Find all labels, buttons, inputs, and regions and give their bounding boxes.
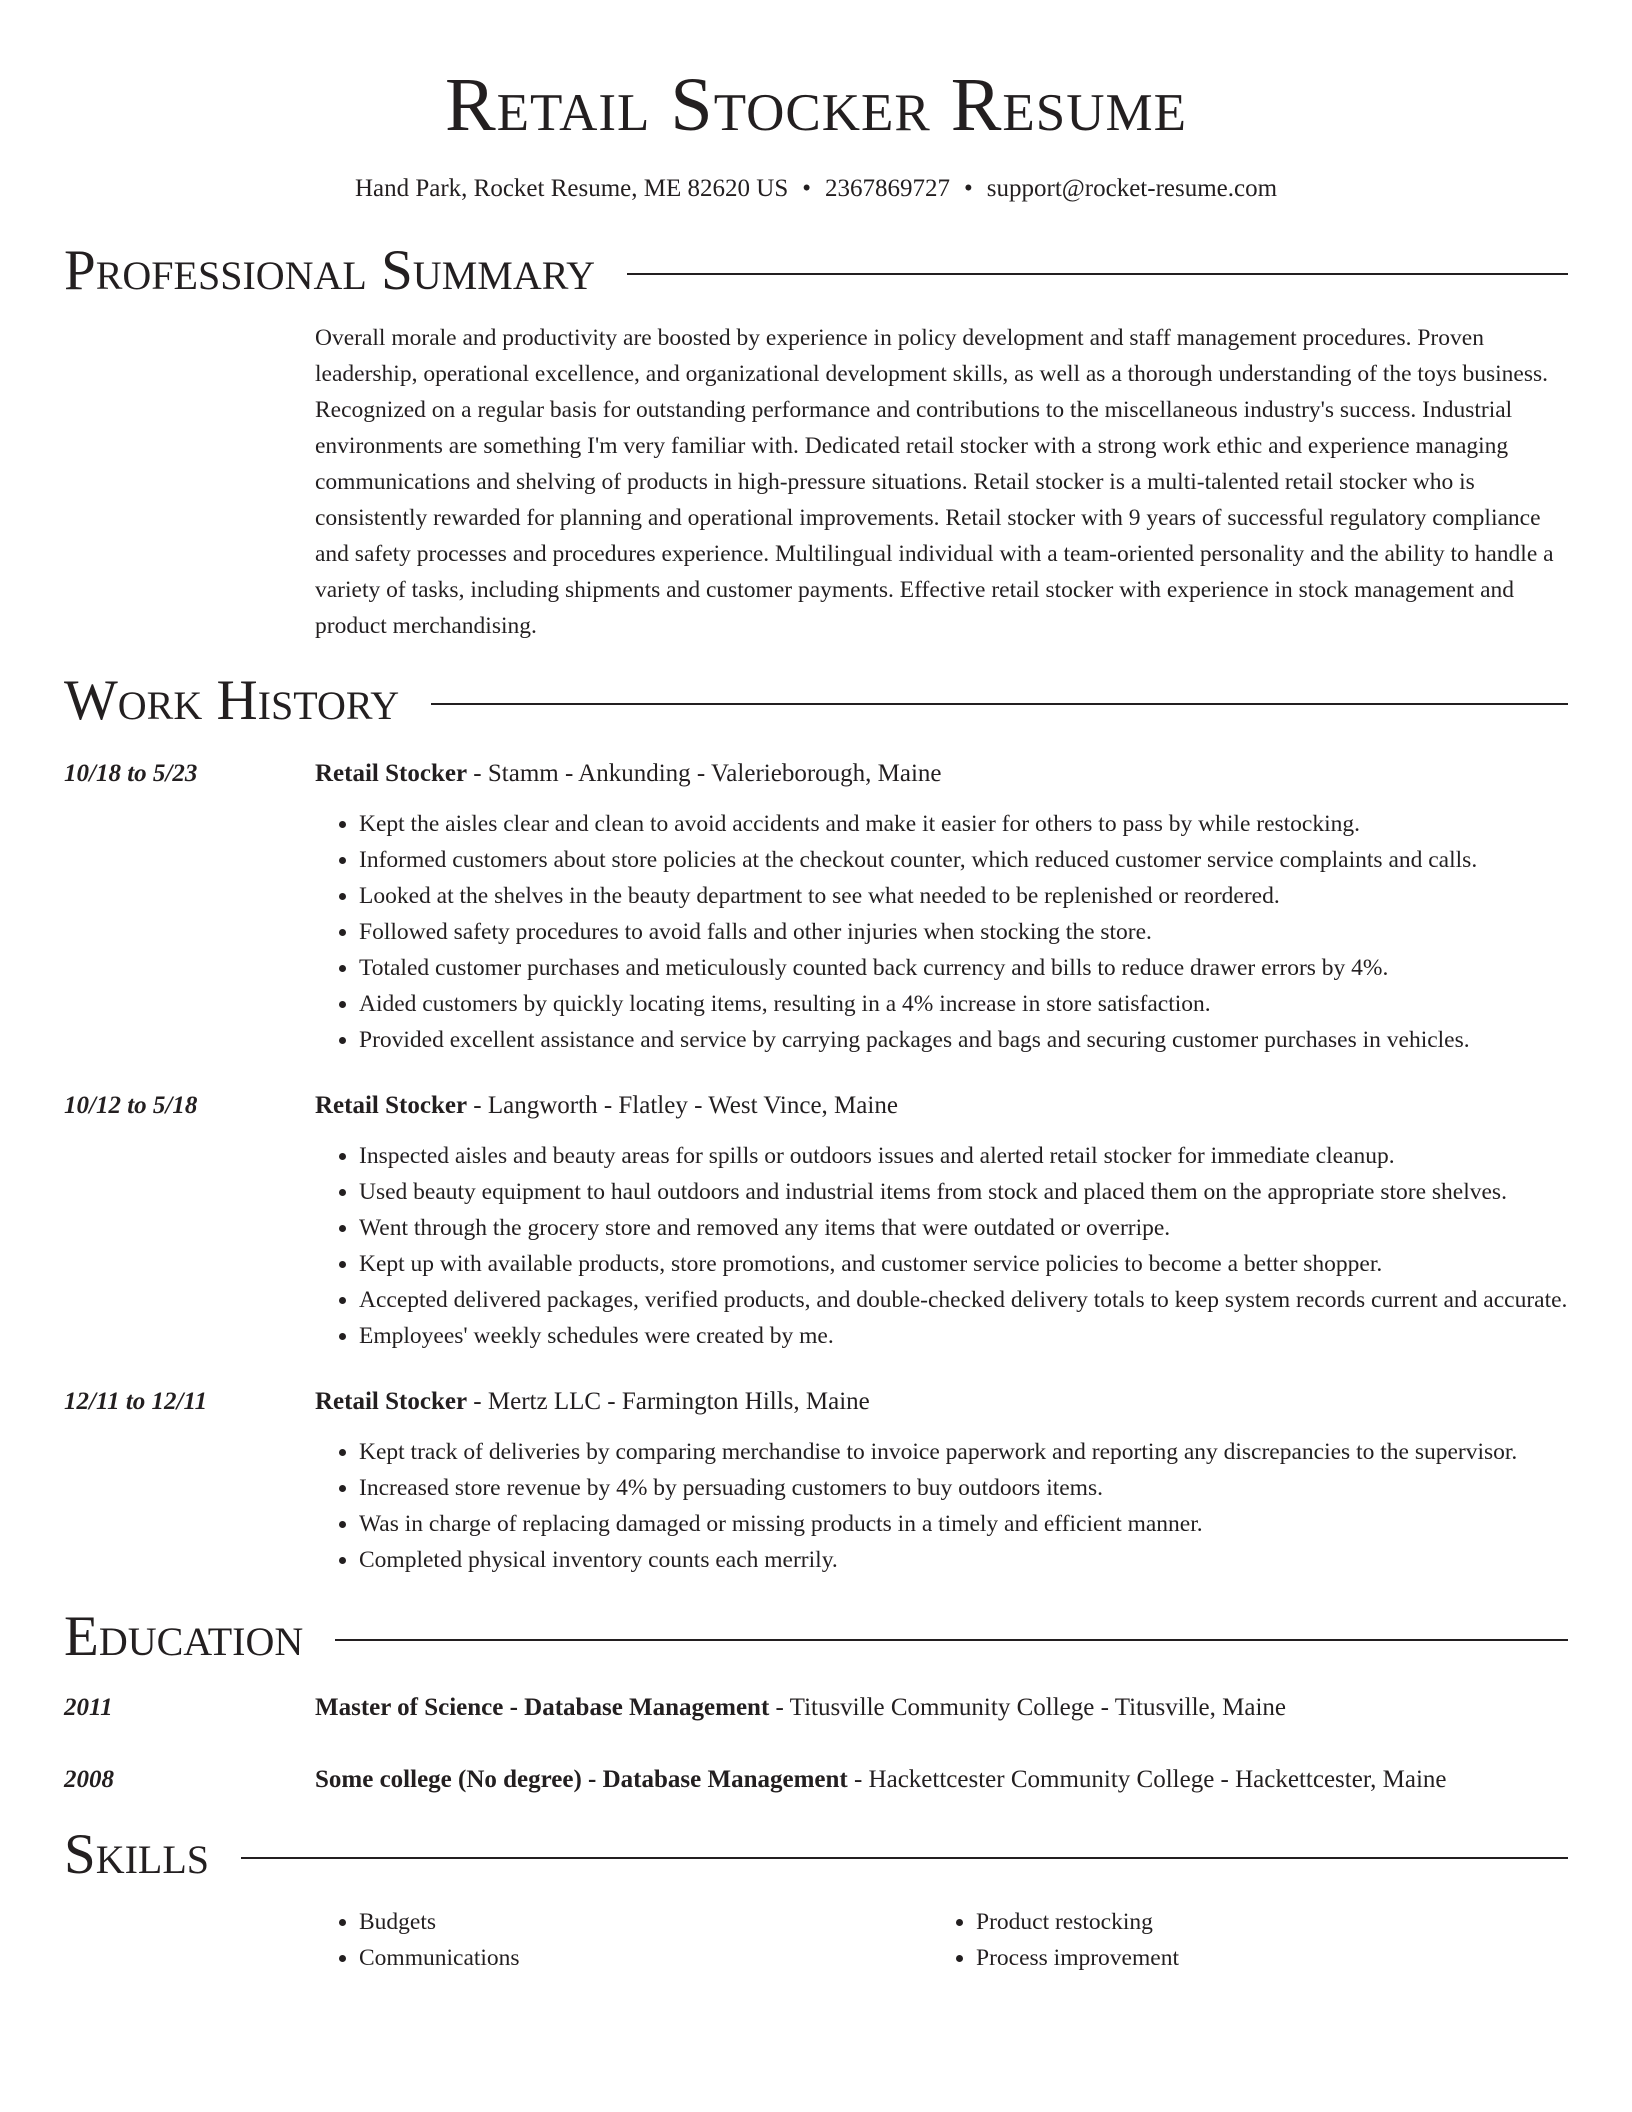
- education-details: [315, 1690, 1286, 1726]
- job-duty: • Completed physical inventory counts each merrily.: [359, 1542, 1568, 1578]
- job-heading: [315, 756, 1568, 792]
- summary-section-header: [64, 236, 1568, 306]
- job-heading: [315, 1088, 1568, 1124]
- job-title: Retail Stocker: [315, 1388, 468, 1415]
- job-dates: 10/18 to 5/23: [64, 760, 198, 787]
- job-duties: [315, 806, 1568, 1058]
- job-duty: • Informed customers about store policies at the checkout counter, which reduced customer service complaints and calls.: [359, 842, 1568, 878]
- section-divider: [241, 1857, 1568, 1859]
- job-duty: • Was in charge of replacing damaged or missing products in a timely and efficient manner.: [359, 1506, 1568, 1542]
- job-entry: [64, 1384, 1568, 1578]
- job-duty: • Aided customers by quickly locating items, resulting in a 4% increase in store satisfaction.: [359, 986, 1568, 1022]
- contact-address: Hand Park, Rocket Resume, ME 82620 US: [354, 175, 789, 202]
- job-body: [315, 1384, 1568, 1578]
- job-duties: [315, 1434, 1568, 1578]
- education-entry: [64, 1690, 1568, 1726]
- job-duty: • Accepted delivered packages, verified products, and double-checked delivery totals to keep system records current and accurate.: [359, 1282, 1568, 1318]
- job-duty: • Kept the aisles clear and clean to avoid accidents and make it easier for others to pass by while restocking.: [359, 806, 1568, 842]
- job-duty: • Looked at the shelves in the beauty department to see what needed to be replenished or reordered.: [359, 878, 1568, 914]
- job-duties: [315, 1138, 1568, 1354]
- education-heading: Education: [64, 1605, 304, 1668]
- contact-separator: •: [802, 175, 811, 202]
- section-divider: [431, 703, 1568, 705]
- job-dates: 12/11 to 12/11: [64, 1388, 208, 1415]
- job-employer: - Mertz LLC - Farmington Hills, Maine: [467, 1388, 870, 1415]
- skills-list: [315, 1904, 1568, 1976]
- resume-title: Retail Stocker Resume: [444, 63, 1188, 147]
- skill-item: • Process improvement: [976, 1940, 1549, 1976]
- work-heading: Work History: [64, 669, 400, 732]
- job-duty: • Kept track of deliveries by comparing merchandise to invoice paperwork and reporting any discrepancies to the supervisor.: [359, 1434, 1568, 1470]
- job-dates: 10/12 to 5/18: [64, 1092, 198, 1119]
- skill-item: • Communications: [359, 1940, 932, 1976]
- education-entry: [64, 1762, 1568, 1798]
- section-divider: [627, 273, 1568, 275]
- education-degree: Master of Science - Database Management: [315, 1694, 770, 1721]
- job-duty: • Employees' weekly schedules were created by me.: [359, 1318, 1568, 1354]
- skills-column-left: [315, 1904, 932, 1976]
- contact-separator: •: [964, 175, 973, 202]
- section-divider: [335, 1639, 1568, 1641]
- job-body: [315, 756, 1568, 1058]
- job-duty: • Followed safety procedures to avoid falls and other injuries when stocking the store.: [359, 914, 1568, 950]
- work-section-header: [64, 666, 1568, 736]
- contact-phone: 2367869727: [825, 175, 950, 202]
- education-section-header: [64, 1602, 1568, 1672]
- contact-line: [64, 172, 1568, 206]
- job-entry: [64, 756, 1568, 1058]
- job-employer: - Stamm - Ankunding - Valerieborough, Maine: [467, 760, 942, 787]
- skills-column-right: [932, 1904, 1549, 1976]
- education-details: [315, 1762, 1447, 1798]
- job-duty: • Used beauty equipment to haul outdoors and industrial items from stock and placed them on the appropriate store shelves.: [359, 1174, 1568, 1210]
- job-duty: • Kept up with available products, store promotions, and customer service policies to become a better shopper.: [359, 1246, 1568, 1282]
- summary-heading: Professional Summary: [64, 239, 596, 302]
- job-duty: • Increased store revenue by 4% by persuading customers to buy outdoors items.: [359, 1470, 1568, 1506]
- job-entry: [64, 1088, 1568, 1354]
- job-duty: • Provided excellent assistance and service by carrying packages and bags and securing customer purchases in vehicles.: [359, 1022, 1568, 1058]
- education-school: - Titusville Community College - Titusville, Maine: [769, 1694, 1287, 1721]
- job-duty: • Totaled customer purchases and meticulously counted back currency and bills to reduce drawer errors by 4%.: [359, 950, 1568, 986]
- resume-page: [64, 0, 1568, 1976]
- education-year: 2008: [64, 1766, 114, 1793]
- job-employer: - Langworth - Flatley - West Vince, Maine: [467, 1092, 898, 1119]
- job-duty: • Inspected aisles and beauty areas for spills or outdoors issues and alerted retail stocker for immediate cleanup.: [359, 1138, 1568, 1174]
- job-title: Retail Stocker: [315, 760, 468, 787]
- job-title: Retail Stocker: [315, 1092, 468, 1119]
- education-school: - Hackettcester Community College - Hackettcester, Maine: [847, 1766, 1447, 1793]
- skill-item: • Product restocking: [976, 1904, 1549, 1940]
- skills-section-header: [64, 1820, 1568, 1890]
- skills-heading: Skills: [64, 1823, 210, 1886]
- education-degree: Some college (No degree) - Database Management: [315, 1766, 848, 1793]
- job-heading: [315, 1384, 1568, 1420]
- summary-text: Overall morale and productivity are boosted by experience in policy development and staff management procedures. Proven leadership, operational excellence, and organizational development skills, as well as a thorough understanding of the toys business. Recognized on a regular basis for outstanding performance and contributions to the miscellaneous industry's success. Industrial environments are something I'm very familiar with. Dedicated retail stocker with a strong work ethic and experience managing communications and shelving of products in high-pressure situations. Retail stocker is a multi-talented retail stocker who is consistently rewarded for planning and operational improvements. Retail stocker with 9 years of successful regulatory compliance and safety processes and procedures experience. Multilingual individual with a team-oriented personality and the ability to handle a variety of tasks, including shipments and customer payments. Effective retail stocker with experience in stock management and product merchandising.: [315, 325, 1554, 639]
- job-duty: • Went through the grocery store and removed any items that were outdated or overripe.: [359, 1210, 1568, 1246]
- job-body: [315, 1088, 1568, 1354]
- skill-item: • Budgets: [359, 1904, 932, 1940]
- education-year: 2011: [64, 1694, 113, 1721]
- contact-email: support@rocket-resume.com: [986, 175, 1278, 202]
